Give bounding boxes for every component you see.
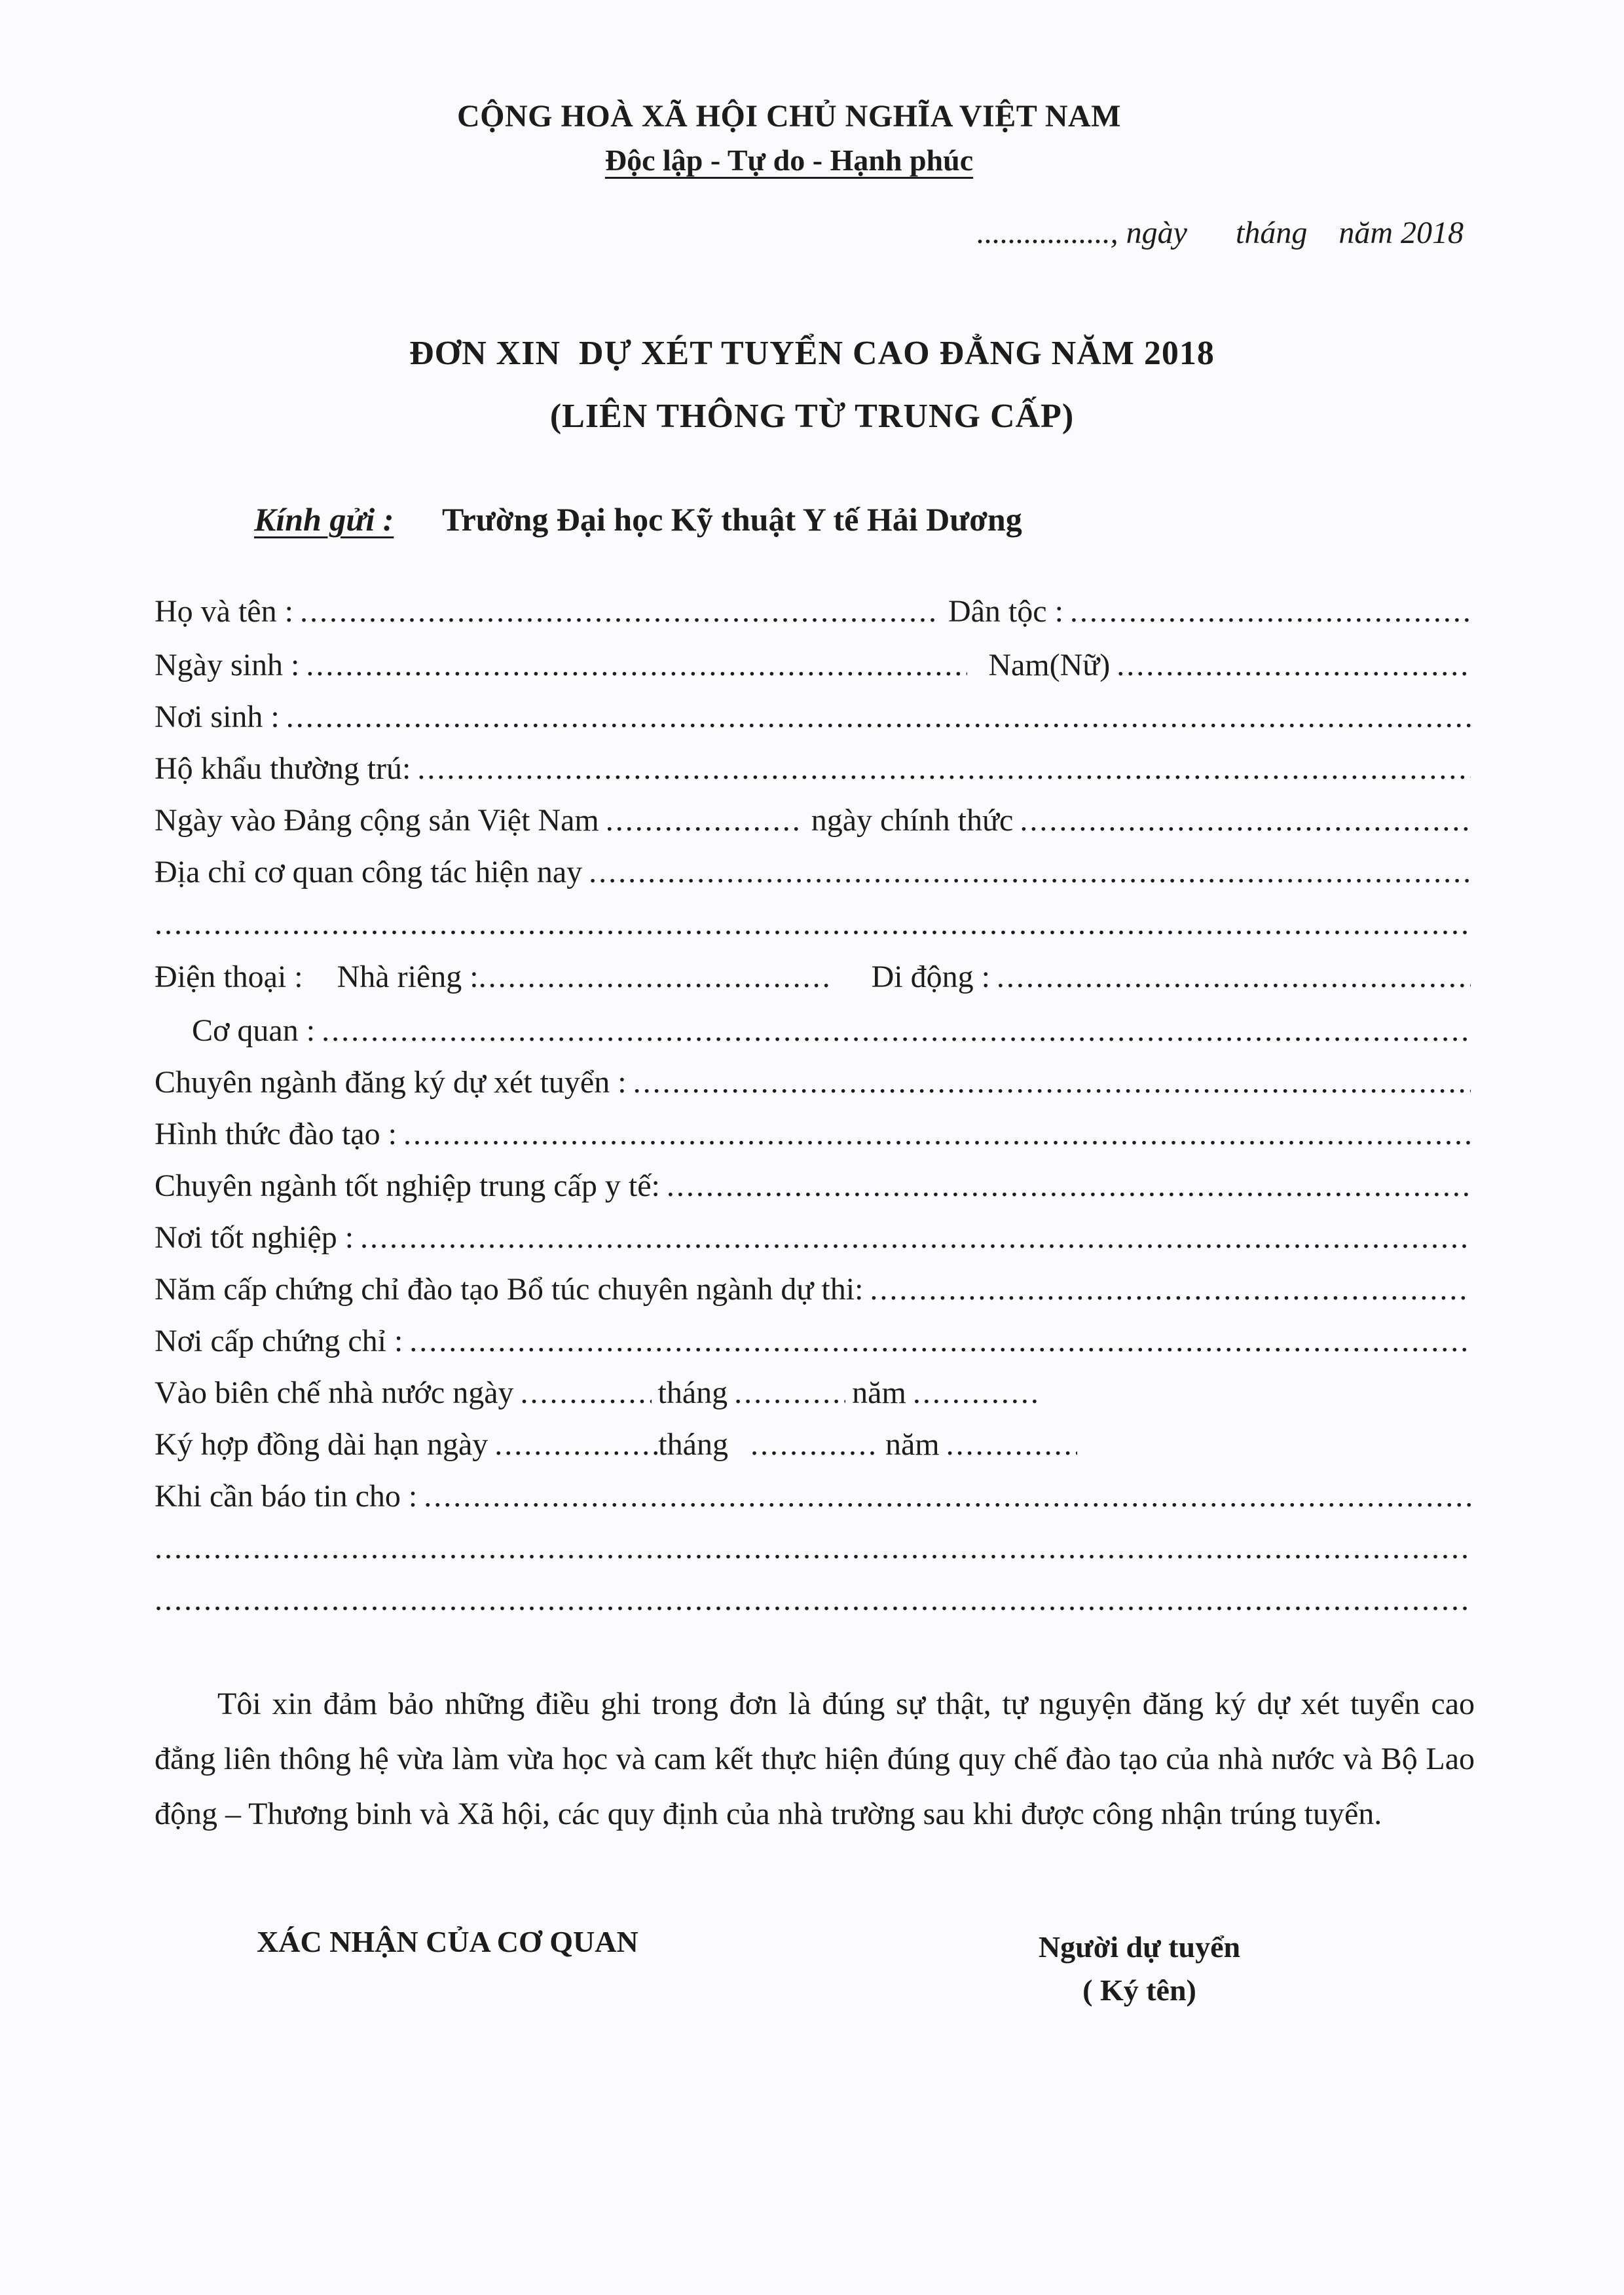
date-month-label: tháng <box>1235 215 1308 250</box>
addressee-label: Kính gửi : <box>254 501 394 538</box>
residence-label: Hộ khẩu thường trú: <box>155 751 411 786</box>
national-motto <box>0 143 1578 177</box>
addressee-recipient: Trường Đại học Kỹ thuật Y tế Hải Dương <box>441 501 1022 538</box>
row-grad-place <box>155 1212 1471 1263</box>
civil-service-year-field[interactable] <box>906 1367 1037 1419</box>
party-join-label: Ngày vào Đảng cộng sản Việt Nam <box>155 803 599 838</box>
row-training-form <box>155 1108 1471 1160</box>
birthplace-field[interactable] <box>280 691 1471 743</box>
major-apply-label: Chuyên ngành đăng ký dự xét tuyển : <box>155 1065 627 1100</box>
phone-office-label: Cơ quan : <box>192 1013 316 1048</box>
full-name-field[interactable] <box>293 584 940 639</box>
cert-year-field[interactable] <box>863 1263 1471 1315</box>
date-day-label: ngày <box>1126 215 1187 250</box>
applicant-signature-block <box>995 1926 1283 2012</box>
gender-label: Nam(Nữ) <box>988 648 1111 682</box>
national-title: CỘNG HOÀ XÃ HỘI CHỦ NGHĨA VIỆT NAM <box>457 99 1121 134</box>
addressee <box>254 500 1022 538</box>
row-cert-place <box>155 1315 1471 1367</box>
cert-year-label: Năm cấp chứng chỉ đào tạo Bổ túc chuyên ngành dự thi: <box>155 1272 864 1307</box>
civil-service-year-label: năm <box>852 1375 906 1410</box>
civil-service-month-field[interactable] <box>728 1367 845 1419</box>
phone-office-field[interactable] <box>315 1005 1471 1056</box>
cert-place-label: Nơi cấp chứng chỉ : <box>155 1324 403 1358</box>
row-residence <box>155 743 1471 794</box>
grad-place-label: Nơi tốt nghiệp : <box>155 1220 354 1255</box>
party-official-label: ngày chính thức <box>811 803 1014 838</box>
long-contract-month-field[interactable] <box>728 1419 875 1470</box>
dob-label: Ngày sinh : <box>155 648 300 682</box>
row-civil-service <box>155 1367 1471 1419</box>
phone-home-field[interactable] <box>479 950 832 1005</box>
row-work-address <box>155 846 1471 898</box>
notify-label: Khi cần báo tin cho : <box>155 1479 418 1514</box>
major-apply-field[interactable] <box>627 1056 1471 1108</box>
training-form-label: Hình thức đào tạo : <box>155 1117 397 1151</box>
notify-field[interactable] <box>417 1470 1471 1522</box>
ethnicity-label: Dân tộc : <box>948 594 1063 629</box>
row-dob <box>155 639 1471 691</box>
party-join-field[interactable] <box>599 794 802 846</box>
party-official-field[interactable] <box>1013 794 1471 846</box>
row-major-graduated <box>155 1160 1471 1212</box>
row-long-contract <box>155 1419 1471 1470</box>
form-title: ĐƠN XIN DỰ XÉT TUYỂN CAO ĐẲNG NĂM 2018 <box>409 335 1215 372</box>
birthplace-label: Nơi sinh : <box>155 700 280 734</box>
phone-home-label: Nhà riêng : <box>337 960 479 994</box>
row-birthplace <box>155 691 1471 743</box>
form-fields <box>155 584 1471 1626</box>
row-phone-office <box>155 1005 1471 1056</box>
work-address-field-cont[interactable] <box>155 898 1471 950</box>
row-phone <box>155 950 1471 1005</box>
major-graduated-label: Chuyên ngành tốt nghiệp trung cấp y tế: <box>155 1168 660 1203</box>
dob-field[interactable] <box>299 639 967 691</box>
major-graduated-field[interactable] <box>660 1160 1471 1212</box>
civil-service-label: Vào biên chế nhà nước ngày <box>155 1375 514 1410</box>
residence-field[interactable] <box>411 743 1471 794</box>
phone-mobile-field[interactable] <box>990 950 1471 1005</box>
applicant-sign-note: ( Ký tên) <box>1082 1973 1196 2007</box>
phone-label: Điện thoại : <box>155 960 303 994</box>
work-address-field[interactable] <box>582 846 1471 898</box>
long-contract-year-label: năm <box>885 1427 940 1462</box>
motto-text: Độc lập - Tự do - Hạnh phúc <box>604 143 974 177</box>
full-name-label: Họ và tên : <box>155 594 293 629</box>
date-year-label: năm 2018 <box>1338 215 1464 250</box>
applicant-heading: Người dự tuyển <box>1038 1930 1241 1964</box>
long-contract-label: Ký hợp đồng dài hạn ngày <box>155 1427 489 1462</box>
notify-field-cont-2[interactable] <box>155 1574 1471 1626</box>
form-subtitle: (LIÊN THÔNG TỪ TRUNG CẤP) <box>549 398 1075 435</box>
row-party <box>155 794 1471 846</box>
row-notify-cont-1 <box>155 1522 1471 1574</box>
dateline <box>977 215 1464 251</box>
row-cert-year <box>155 1263 1471 1315</box>
cert-place-field[interactable] <box>403 1315 1471 1367</box>
ethnicity-field[interactable] <box>1063 584 1471 639</box>
civil-service-day-field[interactable] <box>514 1367 652 1419</box>
row-notify <box>155 1470 1471 1522</box>
training-form-field[interactable] <box>397 1108 1471 1160</box>
long-contract-day-field[interactable] <box>488 1419 658 1470</box>
row-work-address-cont <box>155 898 1471 950</box>
notify-field-cont-1[interactable] <box>155 1522 1471 1574</box>
row-name <box>155 584 1471 639</box>
grad-place-field[interactable] <box>354 1212 1471 1263</box>
phone-mobile-label: Di động : <box>871 960 990 994</box>
agency-confirmation-heading: XÁC NHẬN CỦA CƠ QUAN <box>257 1925 638 1958</box>
declaration-paragraph: Tôi xin đảm bảo những điều ghi trong đơn là đúng sự thật, tự nguyện đăng ký dự xét tuyển cao đẳng liên thông hệ vừa làm vừa học và cam kết thực hiện đúng quy chế đào tạo của nhà nước và Bộ Lao động – Thương binh và Xã hội, các quy định của nhà trường sau khi được công nhận trúng tuyển. <box>155 1687 1475 1831</box>
work-address-label: Địa chỉ cơ quan công tác hiện nay <box>155 855 583 889</box>
gender-field[interactable] <box>1110 639 1471 691</box>
long-contract-month-label: tháng <box>658 1427 728 1462</box>
row-notify-cont-2 <box>155 1574 1471 1626</box>
date-place-blank: ................., <box>976 215 1118 250</box>
long-contract-year-field[interactable] <box>940 1419 1077 1470</box>
civil-service-month-label: tháng <box>657 1375 728 1410</box>
row-major-apply <box>155 1056 1471 1108</box>
